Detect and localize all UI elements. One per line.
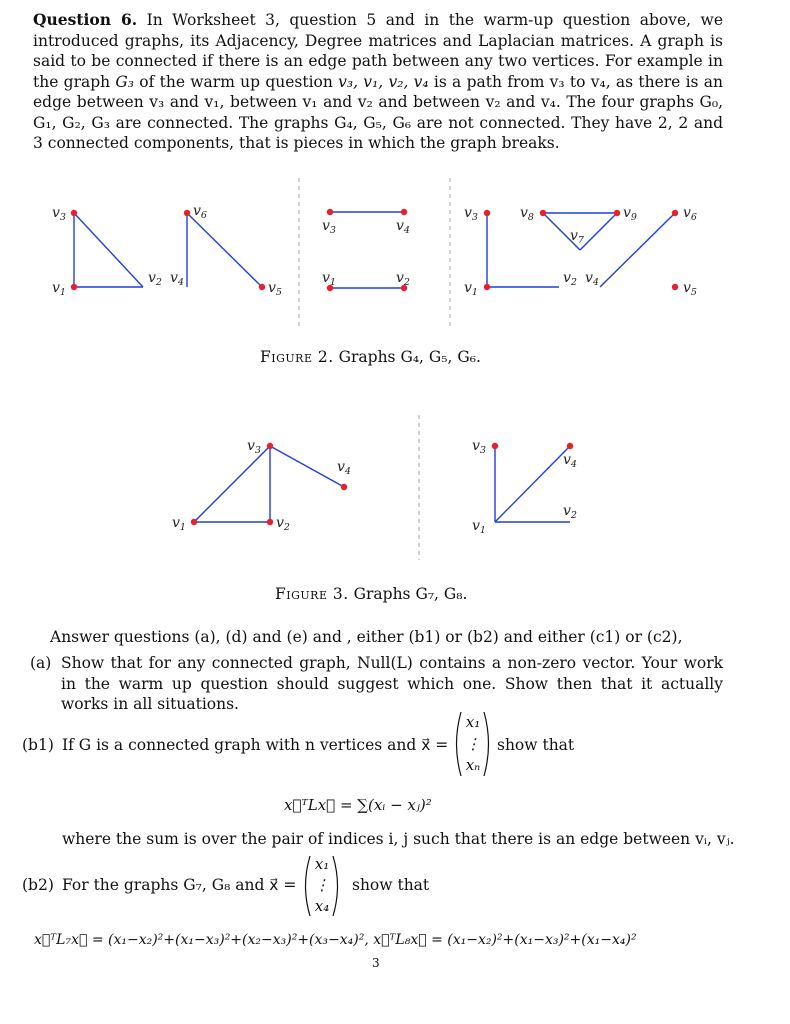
figure3-label: Figure 3. — [275, 585, 349, 603]
graph-g4 — [52, 203, 282, 298]
node-g7-v3 — [267, 443, 273, 449]
label-g7-v4: $v_4$ — [337, 459, 351, 477]
part-b2-text-before: For the graphs G₇, G₈ and x⃗ = — [62, 876, 297, 894]
label-g8-v1: $v_1$ — [472, 518, 486, 536]
label-g5-v4: $v_4$ — [396, 218, 410, 236]
edge-g7-v3-v4 — [270, 446, 344, 487]
node-g6-v9 — [614, 210, 620, 216]
question-path: v₃, v₁, v₂, v₄ — [338, 72, 429, 91]
instructions: Answer questions (a), (d) and (e) and , either (b1) or (b2) and either (c1) or (c2), — [50, 628, 683, 646]
label-g6-v9: $v_9$ — [623, 205, 637, 223]
node-g6-v6 — [672, 210, 678, 216]
label-g4-v5: $v_5$ — [268, 280, 282, 298]
edge-g4-v6-v5 — [187, 213, 262, 287]
figure3-caption-text: Graphs G₇, G₈. — [353, 585, 468, 603]
node-g4-v6 — [184, 210, 190, 216]
b2-vec-bot: x₄ — [314, 897, 330, 915]
node-g4-v5 — [259, 284, 265, 290]
b1-vec-mid: ⋮ — [465, 735, 481, 753]
edge-g8-v1-v4 — [495, 446, 570, 522]
b2-vec-top: x₁ — [314, 855, 330, 873]
label-g6-v5: $v_5$ — [683, 280, 697, 298]
b1-vec-bot: xₙ — [465, 756, 481, 774]
part-a-label: (a) — [30, 654, 52, 672]
graph-g8 — [472, 438, 577, 536]
node-g6-v8 — [540, 210, 546, 216]
question-body-1: In Worksheet 3, question 5 and in the warm-up question above, we introduced graphs, its Adjacency, Degree matrices and Laplacian matrices. A graph is said to be connected if there is an edge path between any two vertices. For example in the graph — [33, 11, 723, 91]
label-g5-v3: $v_3$ — [322, 218, 336, 236]
part-b1-text-after: show that — [497, 736, 575, 754]
b1-left-paren — [457, 712, 462, 776]
label-g6-v6: $v_6$ — [683, 205, 697, 223]
page-number: 3 — [372, 956, 380, 970]
label-g8-v2: $v_2$ — [563, 503, 577, 521]
node-g5-v4 — [401, 209, 407, 215]
node-g6-v1 — [484, 284, 490, 290]
part-a-text: Show that for any connected graph, Null(L) contains a non-zero vector. Your work in the warm up question should suggest which one. Show then that it actually works in all situations. — [61, 654, 723, 713]
node-g8-v3 — [492, 443, 498, 449]
figure2-caption-text: Graphs G₄, G₅, G₆. — [338, 348, 481, 366]
node-g4-v3 — [71, 210, 77, 216]
node-g8-v4 — [567, 443, 573, 449]
part-b2-formula: x⃗ᵀL₇x⃗ = (x₁−x₂)²+(x₁−x₃)²+(x₂−x₃)²+(x₃−x₄)², x⃗ᵀL₈x⃗ = (x₁−x₂)²+(x₁−x₃)²+(x₁−x₄)² — [34, 932, 637, 948]
edge-g6-v6-v4 — [600, 213, 675, 287]
label-g6-v7: $v_7$ — [570, 228, 584, 246]
node-g7-v4 — [341, 484, 347, 490]
label-g7-v2: $v_2$ — [276, 515, 290, 533]
label-g6-v2: $v_2$ — [563, 270, 577, 288]
b1-vec-top: x₁ — [465, 713, 481, 731]
label-g4-v4: $v_4$ — [170, 270, 184, 288]
label-g4-v1: $v_1$ — [52, 280, 66, 298]
question-label: Question 6. — [33, 10, 138, 29]
node-g6-v5 — [672, 284, 678, 290]
label-g4-v6: $v_6$ — [193, 203, 207, 221]
graph-g7 — [172, 438, 351, 533]
label-g6-v3: $v_3$ — [464, 205, 478, 223]
graph-g6 — [464, 205, 697, 298]
part-b1-text-before: If G is a connected graph with n vertices and x⃗ = — [62, 736, 449, 754]
figure2-label: Figure 2. — [260, 348, 334, 366]
part-b1-label: (b1) — [22, 736, 54, 754]
node-g7-v2 — [267, 519, 273, 525]
node-g5-v3 — [327, 209, 333, 215]
label-g4-v2: $v_2$ — [148, 270, 162, 288]
b2-right-paren — [333, 856, 338, 916]
label-g7-v3: $v_3$ — [247, 438, 261, 456]
question-body-3: is a path from v₃ to v₄, as there is an edge between v₃ and v₁, between v₁ and v₂ and between v₂ and v₄. The four graphs G₀, G₁, G₂, G₃ are connected. The graphs G₄, G₅, G₆ are not connected. They have 2, 2 and 3 connected components, that is pieces in which the graph breaks. — [33, 72, 723, 152]
label-g5-v2: $v_2$ — [396, 270, 410, 288]
b1-right-paren — [484, 712, 489, 776]
figure2-caption — [260, 348, 481, 366]
label-g5-v1: $v_1$ — [322, 270, 336, 288]
node-g6-v3 — [484, 210, 490, 216]
label-g4-v3: $v_3$ — [52, 205, 66, 223]
label-g8-v3: $v_3$ — [472, 438, 486, 456]
node-g4-v1 — [71, 284, 77, 290]
b2-left-paren — [306, 856, 311, 916]
graph-g5 — [322, 209, 410, 291]
edge-g4-v3-v2 — [74, 213, 143, 287]
node-g7-v1 — [191, 519, 197, 525]
label-g6-v4: $v_4$ — [585, 270, 599, 288]
part-b2-text-after: show that — [352, 876, 430, 894]
part-b2-label: (b2) — [22, 876, 54, 894]
question-body-2: of the warm up question — [134, 72, 339, 91]
label-g6-v8: $v_8$ — [520, 205, 534, 223]
label-g6-v1: $v_1$ — [464, 280, 478, 298]
question-g3: G₃ — [115, 72, 135, 91]
part-b1-where: where the sum is over the pair of indices i, j such that there is an edge between vᵢ, vⱼ. — [62, 830, 735, 848]
part-b1-formula: x⃗ᵀLx⃗ = ∑(xᵢ − xⱼ)² — [284, 796, 432, 814]
label-g8-v4: $v_4$ — [563, 452, 577, 470]
figure3-caption — [275, 585, 467, 603]
edge-g7-v1-v3 — [194, 446, 270, 522]
edge-g6-v9-v7 — [580, 213, 617, 250]
b2-vec-mid: ⋮ — [314, 876, 330, 894]
label-g7-v1: $v_1$ — [172, 515, 186, 533]
